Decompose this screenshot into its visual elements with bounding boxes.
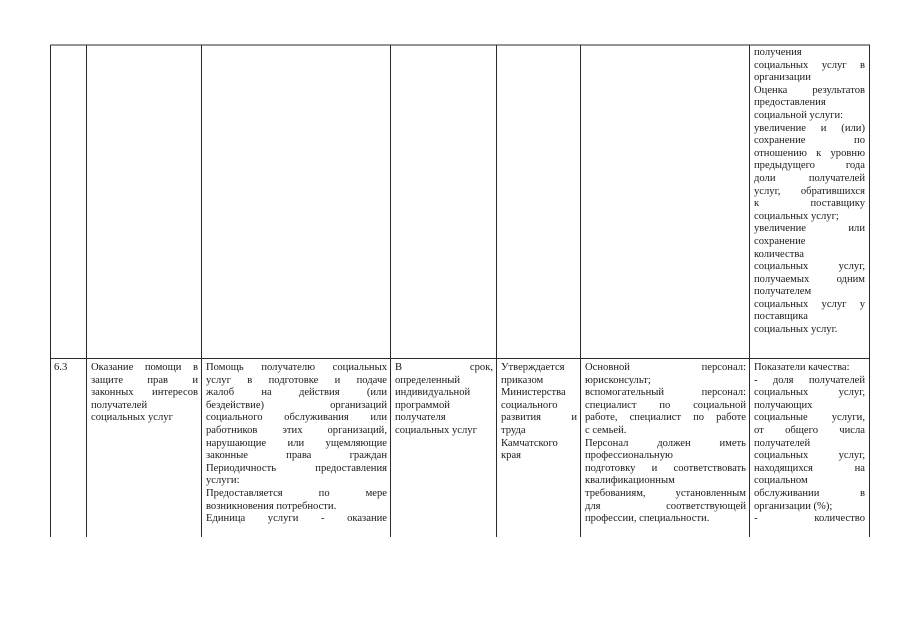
cell-text-line: социального (501, 399, 558, 411)
row-number-cell (51, 362, 86, 375)
cell-text-line: Персонал должен иметь (585, 437, 746, 449)
cell-text-line: получателя (395, 412, 446, 424)
cell-text-line: - доля получателей (754, 374, 865, 386)
cell-text-line: с семьей. (585, 424, 627, 436)
cell-text-line: вспомогательный персонал: (585, 387, 746, 399)
cell-text-line: услуг, обратившихся (754, 185, 865, 197)
service-description-text (206, 362, 387, 526)
cell-text-line: получателей (754, 437, 811, 449)
cell-text-line: отношению к уровню (754, 147, 865, 159)
conditions-cell (582, 362, 749, 526)
cell-text-line: услуг в подготовке и подаче (206, 374, 387, 386)
cell-text-line: законные права граждан (206, 450, 387, 462)
cell-text-line: поставщика (754, 311, 808, 323)
cell-text-line: работников этих организаций, (206, 424, 387, 436)
cell-text-line: организации (%); (754, 500, 833, 512)
cell-text-line: получателей (91, 399, 148, 411)
cell-text-line: Основной персонал: (585, 362, 746, 373)
cell-text-line: индивидуальной (395, 387, 471, 399)
conditions-text (585, 362, 746, 526)
tariff-text (501, 362, 577, 463)
cell-text-line: подготовку и соответствовать (585, 462, 746, 474)
cell-text-line: приказом (501, 374, 544, 386)
cell-text-line: Камчатского (501, 437, 558, 449)
cell-text-line: от общего числа (754, 424, 865, 436)
cell-text-line: Предоставляется по мере (206, 487, 387, 499)
cell-text-line: получающих (754, 399, 813, 411)
cell-text-line: Периодичность предоставления (206, 462, 387, 474)
cell-text-line: количества (754, 248, 804, 260)
service-description-cell (203, 362, 390, 526)
prev-row-quality-cell (751, 47, 868, 337)
cell-text-line: возникновения потребности. (206, 500, 337, 512)
cell-text-line: края (501, 450, 522, 462)
cell-text-line: социального обслуживания или (206, 412, 387, 424)
prev-row-quality-text (754, 47, 865, 337)
cell-text-line: предоставления (754, 97, 826, 109)
quality-indicators-cell (751, 362, 868, 526)
service-name-text (91, 362, 198, 425)
cell-text-line: сохранение (754, 235, 806, 247)
cell-text-line: социальных услуг; (754, 210, 839, 222)
cell-text-line: - количество (754, 513, 865, 525)
cell-text-line: Утверждается (501, 362, 565, 373)
cell-text-line: получения (754, 47, 802, 58)
cell-text-line: профессии, специальности. (585, 513, 710, 525)
cell-text-line: В срок, (395, 362, 493, 373)
cell-text-line: социальной услуги: (754, 109, 844, 121)
cell-text-line: увеличение или (754, 223, 865, 235)
cell-text-line: специалист по социальной (585, 399, 746, 411)
cell-text-line: нарушающие или ущемляющие (206, 437, 387, 449)
cell-text-line: социальных услуг (395, 424, 477, 436)
cell-text-line: жалоб на действия (или (206, 387, 387, 399)
cell-text-line: Единица услуги - оказание (206, 513, 387, 525)
cell-text-line: Министерства (501, 387, 566, 399)
cell-text-line: социальных услуг в (754, 59, 865, 71)
cell-text-line: социальных услуг, (754, 387, 865, 399)
cell-text-line: Оказание помощи в (91, 362, 198, 373)
cell-text-line: социальных услуг (91, 412, 173, 424)
cell-text-line: получателем (754, 286, 812, 298)
cell-text-line: социальных услуг у (754, 298, 865, 310)
service-name-cell (88, 362, 201, 425)
cell-text-line: Показатели качества: (754, 362, 850, 373)
cell-text-line: законных интересов (91, 387, 198, 399)
cell-text-line: сохранение по (754, 135, 865, 147)
cell-text-line: квалификационным (585, 475, 675, 487)
cell-text-line: организации (754, 72, 811, 84)
cell-text-line: Оценка результатов (754, 84, 865, 96)
cell-text-line: социальном (754, 475, 808, 487)
service-term-cell (392, 362, 496, 438)
service-term-text (395, 362, 493, 438)
cell-text-line: получаемых одним (754, 273, 865, 285)
cell-text-line: труда (501, 424, 526, 436)
cell-text-line: для соответствующей (585, 500, 746, 512)
quality-indicators-text (754, 362, 865, 526)
cell-text-line: требованиям, установленным (585, 487, 746, 499)
cell-text-line: социальных услуг, (754, 450, 865, 462)
cell-text-line: к поставщику (754, 198, 865, 210)
cell-text-line: социальных услуг, (754, 261, 865, 273)
cell-text-line: обслуживании в (754, 487, 865, 499)
cell-text-line: находящихся на (754, 462, 865, 474)
cell-text-line: развития и (501, 412, 577, 424)
cell-text-line: защите прав и (91, 374, 198, 386)
cell-text-line: социальные услуги, (754, 412, 865, 424)
cell-text-line: юрисконсульт; (585, 374, 651, 386)
cell-text-line: социальных услуг. (754, 324, 838, 336)
cell-text-line: предыдущего года (754, 160, 865, 172)
row-number: 6.3 (54, 362, 68, 373)
cell-text-line: программой (395, 399, 450, 411)
cell-text-line: Помощь получателю социальных (206, 362, 387, 373)
cell-text-line: услуги: (206, 475, 240, 487)
cell-text-line: определенный (395, 374, 461, 386)
cell-text-line: профессиональную (585, 450, 673, 462)
cell-text-line: работе, специалист по работе (585, 412, 746, 424)
tariff-cell (498, 362, 580, 463)
cell-text-line: бездействие) организаций (206, 399, 387, 411)
cell-text-line: увеличение и (или) (754, 122, 865, 134)
cell-text-line: доли получателей (754, 172, 865, 184)
